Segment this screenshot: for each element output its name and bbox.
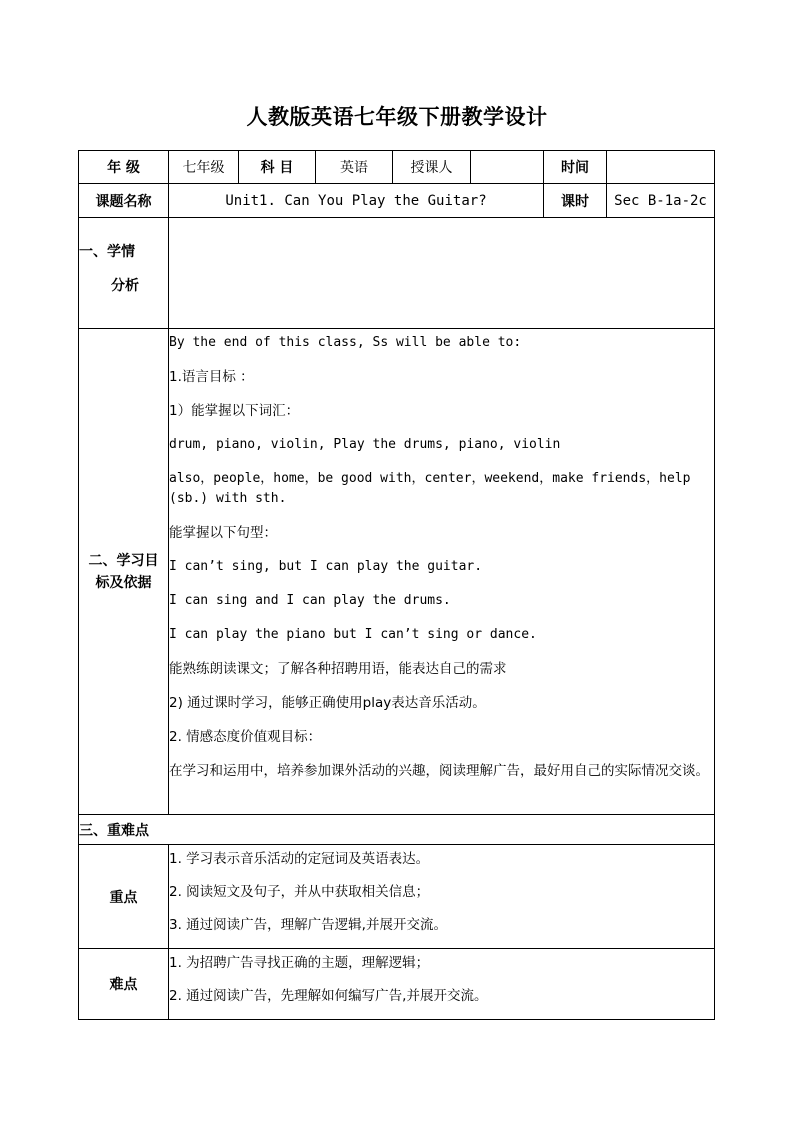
period-label: 课时 bbox=[544, 184, 607, 218]
section1-label bbox=[79, 218, 169, 329]
teacher-value bbox=[471, 151, 544, 184]
key-points-content bbox=[169, 845, 715, 949]
objective-line: By the end of this class, Ss will be able to: bbox=[169, 335, 522, 350]
document-title: 人教版英语七年级下册教学设计 bbox=[246, 104, 548, 129]
objective-line: 能掌握以下句型： bbox=[169, 525, 277, 541]
section2-label bbox=[79, 329, 169, 815]
topic-label: 课题名称 bbox=[79, 184, 169, 218]
difficult-point-item: 1. 为招聘广告寻找正确的主题，理解逻辑； bbox=[169, 955, 430, 971]
grade-label: 年 级 bbox=[79, 151, 169, 184]
subject-label: 科 目 bbox=[239, 151, 316, 184]
key-points-label: 重点 bbox=[79, 845, 169, 949]
difficult-points-content bbox=[169, 949, 715, 1020]
section2-content bbox=[169, 329, 715, 815]
objective-line: drum, piano, violin, Play the drums, piano, violin bbox=[169, 437, 561, 452]
section1-label-line1: 一、学情 bbox=[79, 244, 135, 260]
difficult-points-row bbox=[79, 949, 715, 1020]
section2-label-line2: 标及依据 bbox=[95, 574, 152, 591]
section1-content bbox=[169, 218, 715, 329]
section3-header-row bbox=[79, 815, 715, 845]
key-point-item: 1. 学习表示音乐活动的定冠词及英语表达。 bbox=[169, 851, 430, 867]
lesson-plan-table bbox=[78, 150, 715, 1020]
topic-value: Unit1. Can You Play the Guitar? bbox=[169, 184, 544, 218]
teacher-label: 授课人 bbox=[393, 151, 471, 184]
objective-line: 2) 通过课时学习，能够正确使用play表达音乐活动。 bbox=[169, 695, 486, 711]
objective-line: 能熟练朗读课文；了解各种招聘用语，能表达自己的需求 bbox=[169, 661, 507, 677]
objective-line: 1）能掌握以下词汇： bbox=[169, 403, 300, 419]
topic-row bbox=[79, 184, 715, 218]
section2-row bbox=[79, 329, 715, 815]
objective-line: 在学习和运用中，培养参加课外活动的兴趣，阅读理解广告，最好用自己的实际情况交谈。 bbox=[169, 763, 709, 779]
objective-line: 1.语言目标 ： bbox=[169, 369, 254, 385]
key-points-row bbox=[79, 845, 715, 949]
objective-line: 2. 情感态度价值观目标： bbox=[169, 729, 322, 745]
key-point-item: 3. 通过阅读广告，理解广告逻辑,并展开交流。 bbox=[169, 917, 447, 933]
section1-row bbox=[79, 218, 715, 329]
objective-line: also，people，home，be good with，center，weekend，make friends，help (sb.) with sth. bbox=[169, 471, 691, 506]
header-row bbox=[79, 151, 715, 184]
time-label: 时间 bbox=[544, 151, 607, 184]
difficult-points-label: 难点 bbox=[79, 949, 169, 1020]
objective-line: I can play the piano but I can’t sing or dance. bbox=[169, 627, 537, 642]
section3-label: 三、重难点 bbox=[79, 815, 715, 845]
grade-value: 七年级 bbox=[169, 151, 239, 184]
difficult-point-item: 2. 通过阅读广告，先理解如何编写广告,并展开交流。 bbox=[169, 988, 488, 1004]
period-value: Sec B-1a-2c bbox=[607, 184, 715, 218]
objective-line: I can’t sing, but I can play the guitar. bbox=[169, 559, 483, 574]
time-value bbox=[607, 151, 715, 184]
objective-line: I can sing and I can play the drums. bbox=[169, 593, 451, 608]
subject-value: 英语 bbox=[316, 151, 393, 184]
section2-label-line1: 二、学习目 bbox=[88, 552, 159, 569]
key-point-item: 2. 阅读短文及句子，并从中获取相关信息； bbox=[169, 884, 430, 900]
section1-label-line2: 分析 bbox=[111, 278, 139, 294]
